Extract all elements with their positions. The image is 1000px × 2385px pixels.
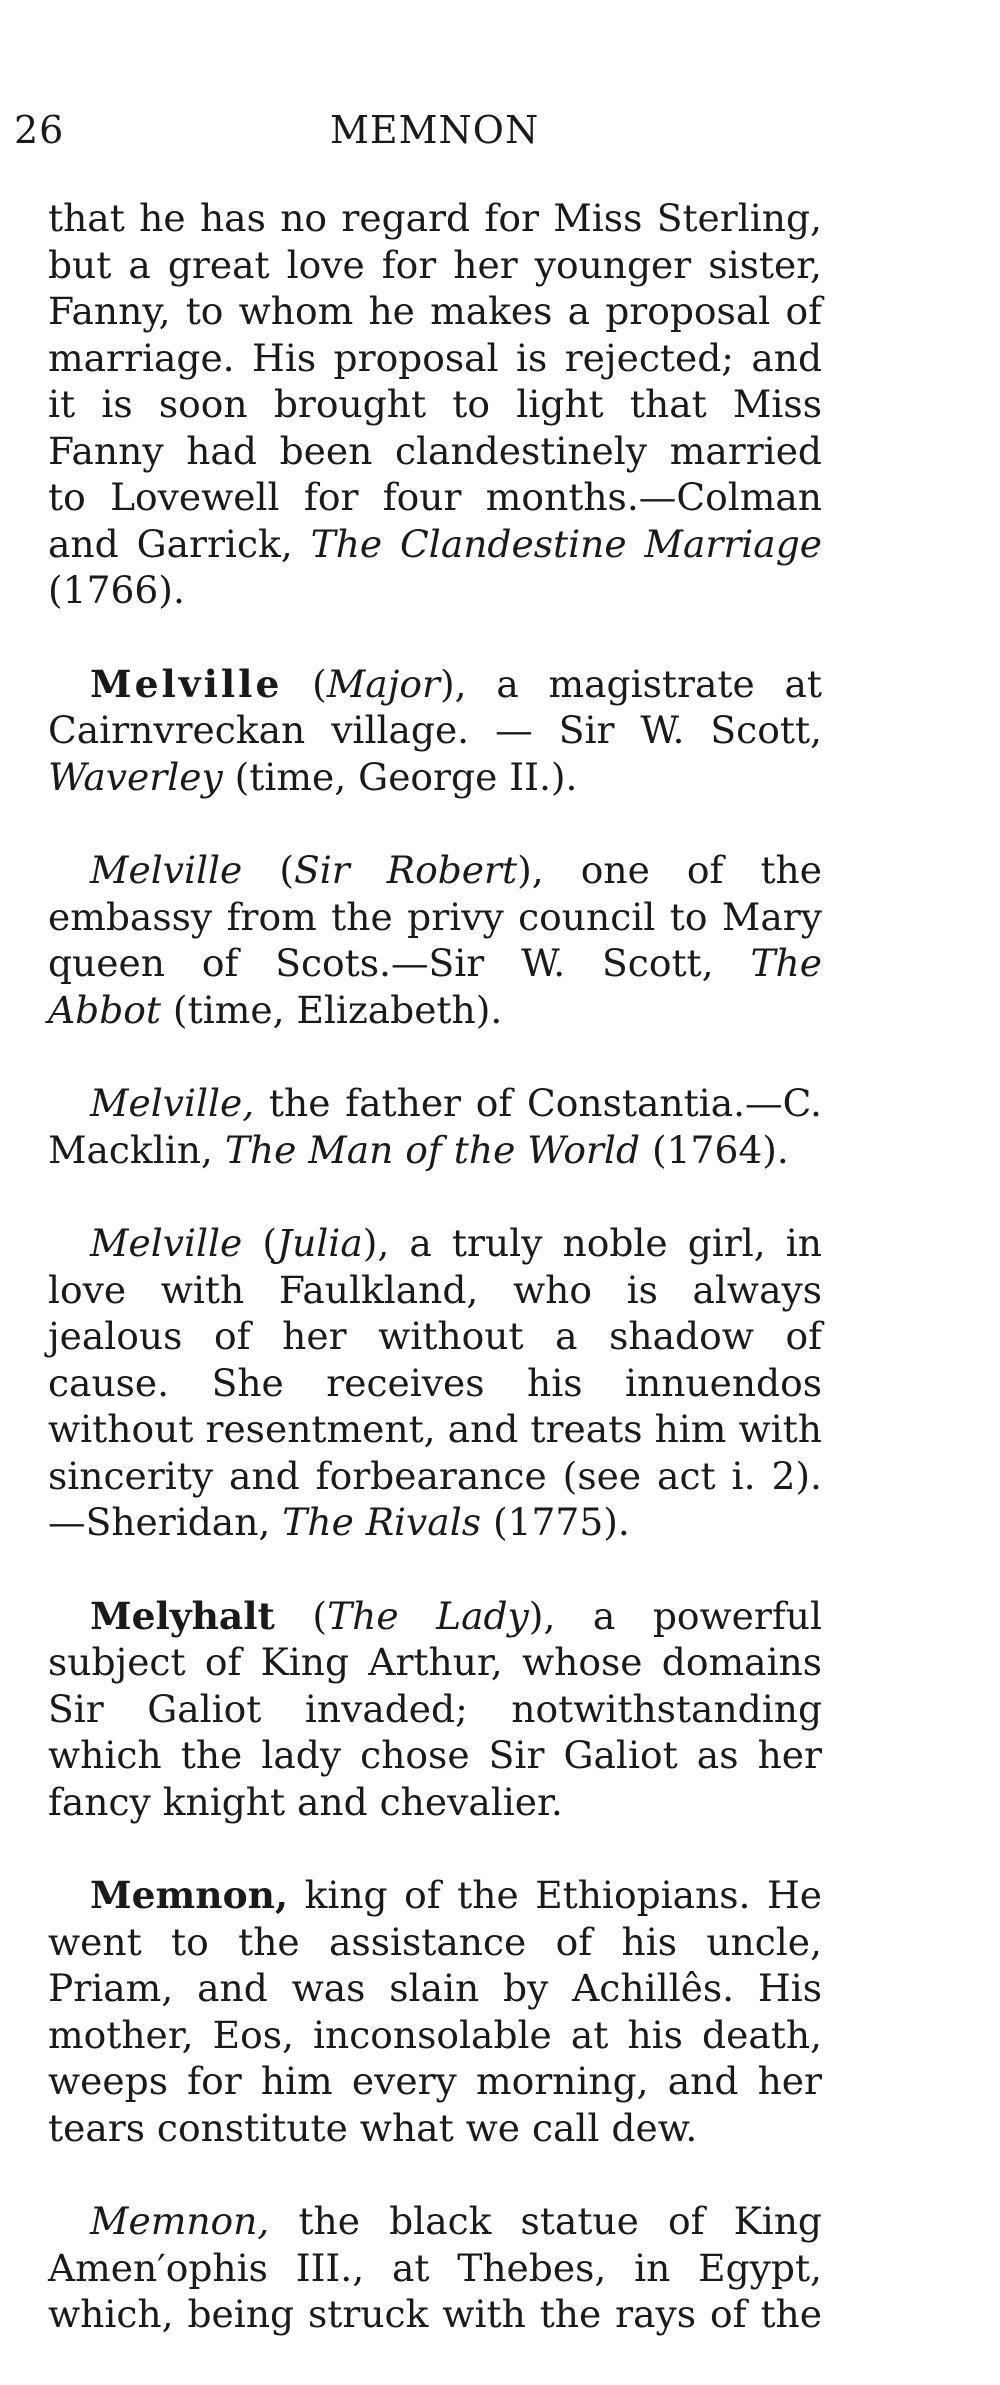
entry-text: , a magistrate at Cairnvreckan village. — Sir W. Scott, [48,661,822,752]
work-title: The Clandestine Marriage [310,521,822,566]
text-column [48,195,822,2385]
entry-memnon-king [48,1872,822,2151]
qualifier: Sir Robert [294,848,518,892]
headword: Melville [90,1221,243,1265]
work-title: The Abbot [48,941,822,1032]
qualifier: Julia [277,1221,363,1265]
qualifier: The Lady [327,1593,529,1638]
headword: Melyhalt [90,1593,275,1638]
entry-text: the black statue of King Amen′ophis III., at Thebes, in Egypt, which, being struck with the rays of the [48,2199,822,2336]
headword: Melville, [90,1081,255,1125]
headword: Melville [90,848,243,892]
running-head: MEMNON [330,108,540,152]
entry-memnon-statue [48,2198,822,2338]
entry-tail: (time, Elizabeth). [160,987,503,1032]
headword: Memnon, [90,1873,289,1917]
entry-text: , one of the embassy from the privy council to Mary queen of Scots.—Sir W. Scott, [48,848,822,985]
work-title: The Rivals [282,1500,481,1544]
entry-melville-major: Melville (Major), a magistrate at Cairnvreckan village. — Sir W. Scott, Waverley (time, George II.). [48,661,822,799]
qualifier: Major [326,661,440,706]
entry-tail: (1775). [481,1500,630,1544]
entry-text: that he has no regard for Miss Sterling, but a great love for her younger sister, Fanny, to whom he makes a proposal of marriage. His proposal is rejected; and it is soon brought to light that Miss Fanny had been clandestinely married to Lovewell for four months.—Colman and Garrick, [48,196,822,566]
work-title: The Man of the World [224,1127,641,1172]
entry-melville-julia: Melville (Julia), a truly noble girl, in love with Faulkland, who is always jealous of her without a shadow of cause. She receives his innuendos without resentment, and treats him with sincerity and forbearance (see act i. 2).—Sheridan, The Rivals (1775). [48,1221,823,1544]
entry-melyhalt: Melyhalt (The Lady), a powerful subject of King Arthur, whose domains Sir Galiot invaded; notwithstanding which the lady chose Sir Galiot as her fancy knight and chevalier. [48,1593,823,1824]
headword: Melville [90,661,283,706]
headword: Memnon, [90,2199,270,2243]
page-number: 26 [14,108,65,152]
entry-text: , a powerful subject of King Arthur, whose domains Sir Galiot invaded; notwithstanding which the lady chose Sir Galiot as her fancy knight and chevalier. [48,1593,823,1824]
entry-melville-father [48,1080,822,1173]
entry-tail: (1766). [48,568,185,612]
entry-text: the father of Constantia.—C. Macklin, [48,1081,822,1172]
entry-tail: (time, George II.). [222,754,578,799]
entry-text: , a truly noble girl, in love with Faulkland, who is always jealous of her without a shadow of cause. She receives his innuendos without resentment, and treats him with sincerity and forbearance (see act i. 2).—Sheridan, [48,1221,823,1544]
entry-tail: (1764). [640,1127,789,1172]
entry-text: king of the Ethiopians. He went to the assistance of his uncle, Priam, and was slain by Achillês. His mother, Eos, inconsolable at his death, weeps for him every morning, and her tears constitute what we call dew. [48,1873,822,2150]
entry-continuation [48,195,822,614]
work-title: Waverley [48,754,223,799]
page-header [0,108,1000,168]
entry-melville-sir-robert: Melville (Sir Robert), one of the embassy from the privy council to Mary queen of Scots.—Sir W. Scott, The Abbot (time, Elizabeth). [48,848,822,1032]
